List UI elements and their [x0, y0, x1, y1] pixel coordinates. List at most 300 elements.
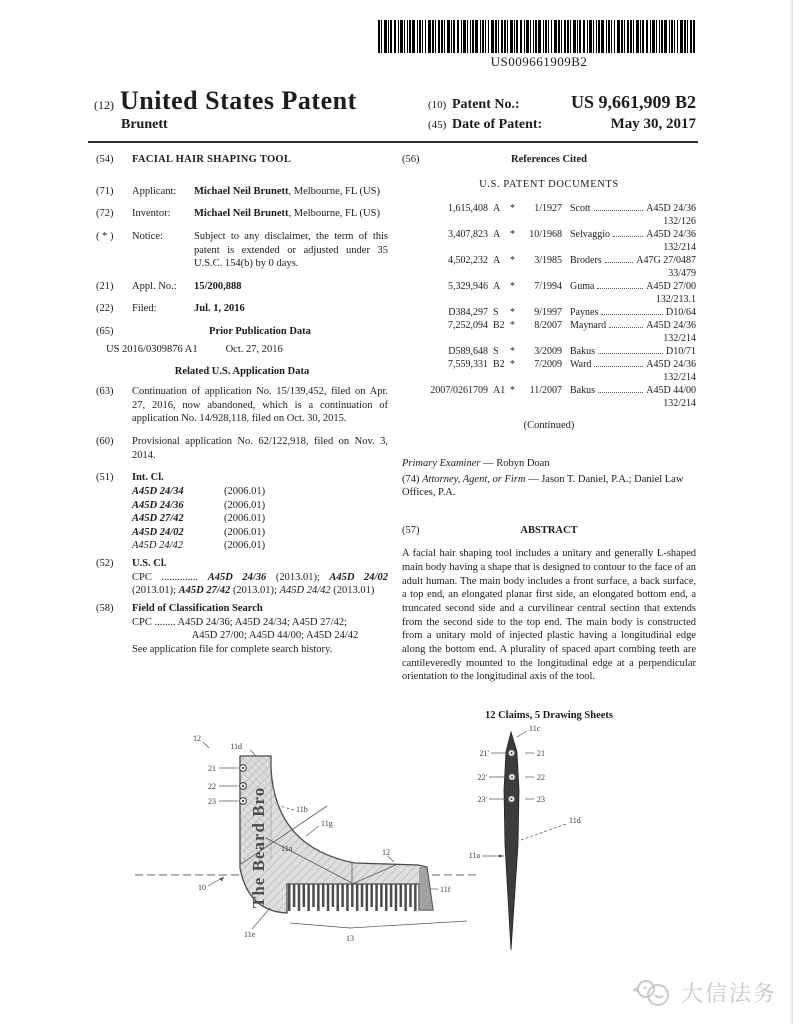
comb-tooth	[366, 884, 369, 911]
barcode-bar	[567, 20, 569, 53]
field-54	[96, 153, 388, 172]
field-label: Filed:	[132, 303, 157, 315]
barcode-bar	[398, 20, 399, 53]
field-tag: (56)	[402, 154, 420, 165]
figure-label: 13	[346, 934, 354, 943]
page-title: United States Patent	[120, 86, 357, 115]
fig2-leader-lines	[479, 731, 566, 856]
barcode-bar	[642, 20, 644, 53]
citation-date: 7/1994	[534, 281, 562, 293]
figure-label: 11a	[281, 844, 293, 853]
patent-date: May 30, 2017	[610, 116, 696, 132]
figure-label: 23'	[477, 795, 487, 804]
prior-pub-heading: Prior Publication Data	[209, 326, 311, 338]
barcode-bar	[577, 20, 578, 53]
barcode-bar	[558, 20, 560, 53]
comb-tooth	[409, 884, 412, 907]
leader-dots	[598, 353, 663, 354]
barcode-bar	[669, 20, 670, 53]
barcode-bar	[636, 20, 639, 53]
figure-label: 10	[198, 883, 206, 892]
citation-kind: A	[493, 255, 501, 267]
comb-tooth	[356, 884, 359, 911]
barcode-bar	[690, 20, 692, 53]
citation-subclass-row: 132/214	[663, 398, 696, 410]
barcode-bar	[422, 20, 423, 53]
barcode-bar	[589, 20, 592, 53]
leader-dots	[594, 366, 643, 367]
int-cl-entry	[132, 539, 388, 553]
attorney-label: Attorney, Agent, or Firm	[422, 473, 526, 485]
citation-kind: A	[493, 281, 501, 293]
field-tag: (51)	[96, 472, 114, 484]
search-cpc-line2: A45D 27/00; A45D 44/00; A45D 24/42	[191, 630, 359, 642]
figure-label: 21'	[479, 749, 489, 758]
comb-tooth	[293, 884, 296, 907]
comb-tooth	[307, 884, 310, 911]
barcode-bar	[583, 20, 585, 53]
comb-tooth	[337, 884, 340, 911]
comb-tooth	[346, 884, 349, 911]
us-cl-heading: U.S. Cl.	[132, 558, 167, 570]
barcode-bar	[425, 20, 426, 53]
barcode-bar	[485, 20, 486, 53]
leader-dots	[594, 210, 644, 211]
barcode-bar	[535, 20, 537, 53]
field-tag: (58)	[96, 603, 114, 615]
inventor-name: Michael Neil Brunett	[194, 208, 289, 220]
figure-label: 11d	[230, 742, 242, 751]
field-of-search-heading: Field of Classification Search	[132, 603, 263, 615]
citation-inventor: Selvaggio	[570, 229, 610, 241]
applicant-value	[194, 185, 388, 199]
applicant-name: Michael Neil Brunett	[194, 185, 289, 197]
int-cl-code: A45D 27/42	[132, 513, 184, 525]
citation-number: 4,502,232	[448, 255, 488, 267]
comb-tooth	[322, 884, 325, 907]
right-column	[402, 153, 696, 723]
int-cl-entry	[132, 485, 388, 499]
barcode-bar	[447, 20, 450, 53]
comb-tooth	[332, 884, 335, 907]
barcode-bar	[453, 20, 455, 53]
cpc-segment: (2013.01);	[266, 571, 330, 583]
figure-label: 11c	[529, 724, 541, 733]
barcode-bar	[516, 20, 518, 53]
comb-tooth	[414, 884, 417, 911]
chick-logo-icon	[633, 976, 673, 1008]
examiner-label: Primary Examiner	[402, 457, 481, 469]
attorney-names: — Jason T. Daniel, P.A.; Daniel Law Offices, P.A.	[402, 473, 684, 499]
barcode-bar	[507, 20, 508, 53]
int-cl-code: A45D 24/34	[132, 485, 184, 497]
barcode-bar	[538, 20, 541, 53]
citation-class: A47G 27/0487	[636, 255, 696, 267]
int-cl-version: (2006.01)	[224, 499, 266, 511]
barcode-bar	[435, 20, 436, 53]
appl-no: 15/200,888	[194, 280, 242, 292]
field-tag: (54)	[96, 154, 114, 165]
citation-subclass-row: 132/126	[663, 216, 696, 228]
cpc-segment: (2013.01);	[230, 585, 280, 597]
barcode-bar	[624, 20, 625, 53]
citation-class: D10/64	[666, 307, 696, 319]
provisional-text: Provisional application No. 62/122,918, filed on Nov. 3, 2014.	[132, 435, 388, 461]
barcode-bar	[561, 20, 562, 53]
barcode-bar	[514, 20, 515, 53]
citation-star: *	[510, 385, 515, 397]
inventor-location: , Melbourne, FL (US)	[288, 208, 380, 220]
filed-date: Jul. 1, 2016	[194, 303, 245, 315]
cpc-classification-text	[132, 571, 388, 598]
citation-subclass-row: 132/214	[663, 372, 696, 384]
barcode-bar	[467, 20, 468, 53]
citation-inventor: Ward	[570, 359, 592, 371]
citation-star: *	[510, 346, 515, 358]
field-label: Notice:	[132, 230, 163, 242]
claims-sheets-line: 12 Claims, 5 Drawing Sheets	[484, 709, 614, 721]
abstract-heading: ABSTRACT	[520, 524, 578, 536]
citation-number: 5,329,946	[448, 281, 488, 293]
barcode-bar	[432, 20, 434, 53]
citation-star: *	[510, 320, 515, 332]
barcode-bar	[498, 20, 499, 53]
watermark	[633, 976, 777, 1008]
comb-tooth	[341, 884, 344, 907]
barcode-bar	[545, 20, 547, 53]
barcode-bar	[409, 20, 411, 53]
barcode-bar	[526, 20, 529, 53]
citation-subclass-row: 132/214	[663, 242, 696, 254]
us-patent-documents-heading: U.S. PATENT DOCUMENTS	[479, 178, 619, 190]
fig1-labels	[193, 734, 451, 943]
barcode-bar	[407, 20, 408, 53]
barcode-bar	[601, 20, 604, 53]
patent-no-label: Patent No.:	[452, 97, 520, 112]
field-tag: (21)	[96, 280, 114, 292]
citation-date: 3/2009	[534, 346, 562, 358]
citation-inventor: Bakus	[570, 385, 595, 397]
int-cl-list	[132, 485, 388, 553]
barcode-bar	[495, 20, 497, 53]
barcode-bar	[419, 20, 421, 53]
barcode-bar	[451, 20, 452, 53]
barcode-bar	[472, 20, 474, 53]
barcode-bar	[548, 20, 549, 53]
prior-pub-line	[106, 343, 388, 357]
citation-inventor: Broders	[570, 255, 602, 267]
citation-kind: A	[493, 203, 501, 215]
barcode-bar	[441, 20, 443, 53]
publication-date: Oct. 27, 2016	[225, 343, 283, 355]
comb-tooth	[303, 884, 306, 907]
barcode-bar	[680, 20, 683, 53]
applicant-location: , Melbourne, FL (US)	[288, 185, 380, 197]
barcode-bar	[596, 20, 597, 53]
field-65	[96, 325, 388, 356]
fig1-comb-teeth	[288, 884, 417, 911]
figure-label: 11e	[244, 930, 256, 939]
fig1-arrowhead	[219, 877, 224, 882]
fig2-labels	[469, 724, 581, 860]
barcode-text: US009661909B2	[490, 54, 588, 69]
attorney-tag: (74)	[402, 473, 423, 485]
related-data-heading: Related U.S. Application Data	[174, 366, 310, 378]
barcode-bar	[598, 20, 600, 53]
field-tag: (57)	[402, 524, 420, 536]
barcode-bar	[677, 20, 678, 53]
comb-tooth	[361, 884, 364, 907]
citation-kind: A	[493, 229, 501, 241]
citation-class: A45D 27/00	[646, 281, 696, 293]
citation-class: A45D 24/36	[646, 203, 696, 215]
barcode-bar	[390, 20, 392, 53]
int-cl-version: (2006.01)	[224, 526, 266, 538]
citation-star: *	[510, 307, 515, 319]
attorney-line	[402, 473, 696, 500]
publication-number: US 2016/0309876 A1	[106, 343, 198, 355]
field-tag: ( * )	[96, 230, 114, 242]
barcode-bar	[482, 20, 484, 53]
citation-row	[416, 306, 696, 319]
comb-tooth	[404, 884, 407, 911]
field-label: Inventor:	[132, 208, 171, 220]
header-left	[94, 86, 404, 133]
barcode-bar	[608, 20, 610, 53]
leader-dots	[613, 236, 643, 237]
barcode-bar	[633, 20, 634, 53]
search-history-note: See application file for complete search history.	[132, 643, 333, 655]
figure-label: 11a	[468, 851, 480, 860]
int-cl-entry	[132, 512, 388, 526]
figure-label: 21	[537, 749, 545, 758]
int-cl-version: (2006.01)	[224, 485, 266, 497]
citation-number: 3,407,823	[448, 229, 488, 241]
citation-date: 11/2007	[529, 385, 562, 397]
barcode-bar	[417, 20, 418, 53]
patent-number: US 9,661,909 B2	[570, 92, 696, 112]
barcode-bar	[543, 20, 544, 53]
barcode-bar	[488, 20, 489, 53]
barcode-bar	[614, 20, 615, 53]
barcode-bar	[504, 20, 506, 53]
barcode-bar	[627, 20, 629, 53]
figure-label: 11b	[296, 805, 308, 814]
cpc-segment: A45D 27/42	[178, 585, 231, 597]
examiner-name: — Robyn Doan	[480, 457, 550, 469]
citations-table	[402, 202, 696, 410]
fig1-holes	[240, 765, 247, 805]
comb-tooth	[317, 884, 320, 911]
comb-tooth	[370, 884, 373, 907]
barcode-bar	[570, 20, 571, 53]
leader-dots	[597, 288, 643, 289]
abstract-text: A facial hair shaping tool includes a unitary and generally L-shaped main body having a shape that is designed to contour to the face of an adult human. The main body includes a front surface, a back surface, a top end, an elongated planar first side, an elongated bottom end, a truncated second side and a curvilinear central section that extends from the second side to the top end. The main body is constructed from a unitary mold of injected plastic having a longitudinal edge along the bottom end. A plurality of spaced apart combing teeth are cantileveredly mounted to the longitudinal edge at a perpendicular orientation to the longitudinal axis of the tool.	[402, 548, 696, 683]
int-cl-code: A45D 24/36	[132, 499, 184, 511]
barcode-bar	[524, 20, 525, 53]
field-label: Applicant:	[132, 185, 177, 197]
barcode-bar	[611, 20, 612, 53]
citation-class: A45D 44/00	[646, 385, 696, 397]
invention-title: FACIAL HAIR SHAPING TOOL	[132, 154, 292, 165]
field-60	[96, 435, 388, 462]
patent-no-tag: (10)	[428, 99, 447, 111]
continued-note: (Continued)	[523, 420, 575, 432]
field-22	[96, 302, 388, 316]
citation-class: A45D 24/36	[646, 359, 696, 371]
citation-number: 2007/0261709	[430, 385, 488, 397]
int-cl-version: (2006.01)	[224, 513, 266, 525]
header-divider	[88, 141, 698, 143]
citation-row	[416, 319, 696, 332]
references-cited-heading: References Cited	[511, 154, 587, 165]
patent-drawing	[120, 716, 620, 971]
cpc-segment: A45D 24/36	[207, 571, 267, 583]
citation-date: 8/2007	[534, 320, 562, 332]
int-cl-heading: Int. Cl.	[132, 472, 164, 484]
fig2-arrowhead	[499, 855, 504, 858]
citation-class: A45D 24/36	[646, 229, 696, 241]
citation-inventor: Maynard	[570, 320, 607, 332]
int-cl-entry	[132, 499, 388, 513]
barcode-bar	[661, 20, 663, 53]
barcode-bar	[656, 20, 657, 53]
field-tag: (52)	[96, 558, 114, 570]
barcode-bar	[475, 20, 478, 53]
cpc-segment: (2013.01)	[330, 585, 375, 597]
field-tag: (22)	[96, 303, 114, 315]
field-tag: (71)	[96, 185, 114, 197]
barcode-bar	[480, 20, 481, 53]
comb-tooth	[351, 884, 354, 907]
field-58	[96, 602, 388, 657]
barcode-bar	[593, 20, 594, 53]
citation-star: *	[510, 255, 515, 267]
barcode-bar	[428, 20, 431, 53]
citation-number: 7,559,331	[448, 359, 488, 371]
barcode-bar	[388, 20, 389, 53]
barcode-bar	[684, 20, 686, 53]
figure-label: 12	[382, 848, 390, 857]
citation-row	[416, 280, 696, 293]
comb-tooth	[395, 884, 398, 911]
leader-dots	[605, 262, 634, 263]
barcode-bar	[461, 20, 462, 53]
citation-star: *	[510, 229, 515, 241]
date-label: Date of Patent:	[452, 117, 543, 132]
barcode-bar	[650, 20, 651, 53]
field-tag: (72)	[96, 208, 114, 220]
fig2-side-view	[504, 732, 519, 950]
citation-star: *	[510, 203, 515, 215]
comb-tooth	[312, 884, 315, 907]
inventor-surname: Brunett	[121, 117, 168, 132]
barcode-bar	[404, 20, 405, 53]
references-heading-row	[402, 153, 696, 167]
field-63	[96, 385, 388, 426]
citation-row	[416, 202, 696, 215]
examiner-line	[402, 457, 696, 471]
field-tag: (60)	[96, 435, 114, 447]
citation-date: 7/2009	[534, 359, 562, 371]
field-21	[96, 280, 388, 294]
header-right	[428, 92, 696, 136]
figure-label: 11d	[569, 816, 581, 825]
citation-kind: S	[493, 346, 499, 358]
barcode-bar	[640, 20, 641, 53]
citation-row	[416, 384, 696, 397]
barcode-bar	[470, 20, 471, 53]
citation-number: 1,615,408	[448, 203, 488, 215]
field-72	[96, 207, 388, 221]
brand-text: The Beard Bro	[249, 786, 268, 908]
citation-date: 10/1968	[529, 229, 562, 241]
citation-star: *	[510, 359, 515, 371]
barcode-bar	[551, 20, 552, 53]
barcode-bar	[664, 20, 667, 53]
barcode-bar	[587, 20, 588, 53]
fig1-right-tail	[419, 867, 433, 910]
barcode-bar	[394, 20, 396, 53]
cpc-segment: A45D 24/42	[279, 585, 331, 597]
citation-row	[416, 358, 696, 371]
field-51	[96, 471, 388, 553]
citation-number: 7,252,094	[448, 320, 488, 332]
comb-tooth	[327, 884, 330, 911]
barcode-bar	[491, 20, 494, 53]
citation-star: *	[510, 281, 515, 293]
citation-class: D10/71	[666, 346, 696, 358]
citation-kind: A1	[493, 385, 506, 397]
barcode-bar	[671, 20, 673, 53]
barcode-bar	[457, 20, 459, 53]
figure-label: 11f	[440, 885, 451, 894]
int-cl-entry	[132, 526, 388, 540]
figure-label: 22	[537, 773, 545, 782]
citation-kind: B2	[493, 320, 505, 332]
barcode-bar	[659, 20, 660, 53]
citation-inventor: Scott	[570, 203, 591, 215]
kind-code-tag: (12)	[94, 98, 114, 112]
figure-label: 22	[208, 782, 216, 791]
cpc-segment: (2013.01);	[132, 585, 179, 597]
barcode-bar	[501, 20, 503, 53]
barcode-bar	[554, 20, 557, 53]
leader-dots	[598, 392, 643, 393]
continuation-text: Continuation of application No. 15/139,452, filed on Apr. 27, 2016, now abandoned, which is a continuation of application No. 14/928,118, filed on Oct. 30, 2015.	[132, 386, 388, 425]
field-tag: (63)	[96, 386, 114, 398]
figure-label: 23	[537, 795, 545, 804]
barcode-bar	[621, 20, 623, 53]
int-cl-version: (2006.01)	[224, 540, 266, 552]
citation-date: 9/1997	[534, 307, 562, 319]
comb-tooth	[400, 884, 403, 907]
leader-dots	[601, 314, 663, 315]
leader-dots	[609, 327, 643, 328]
field-notice	[96, 230, 388, 271]
field-tag: (65)	[96, 326, 114, 338]
barcode-bar	[438, 20, 440, 53]
left-column	[96, 153, 388, 666]
barcode-bar	[674, 20, 675, 53]
figure-label: 22'	[477, 773, 487, 782]
field-71	[96, 185, 388, 199]
barcode-bar	[384, 20, 387, 53]
barcode-bar	[400, 20, 403, 53]
citation-date: 1/1927	[534, 203, 562, 215]
search-cpc-line1: CPC ........ A45D 24/36; A45D 24/34; A45D 27/42;	[132, 616, 347, 628]
citation-number: D589,648	[448, 346, 488, 358]
